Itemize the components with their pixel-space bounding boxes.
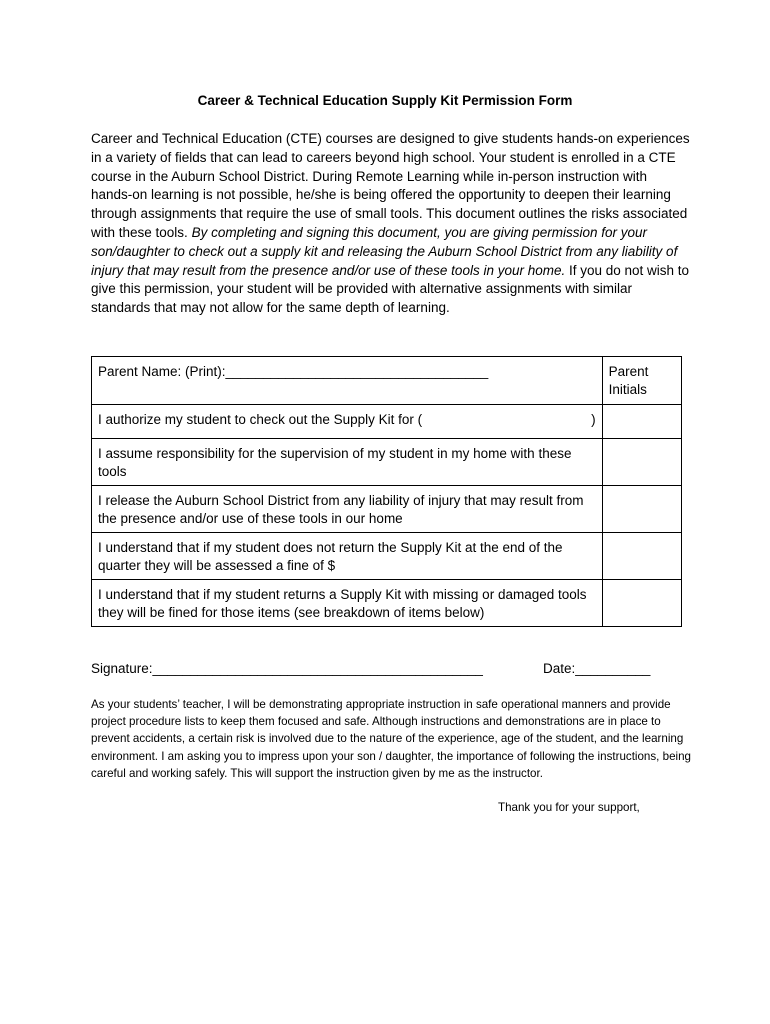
table-row (92, 439, 682, 486)
statement-liability: I release the Auburn School District from any liability of injury that may result from the presence and/or use of these tools in our home (92, 486, 603, 533)
thank-you-line: Thank you for your support, (498, 801, 640, 814)
statement-supervision: I assume responsibility for the supervision of my student in my home with these tools (92, 439, 603, 486)
table-row (92, 533, 682, 580)
parent-name-field[interactable]: Parent Name: (Print):___________________________________ (92, 357, 603, 405)
initials-cell[interactable] (602, 405, 681, 439)
signature-field[interactable]: Signature:____________________________________________ (91, 661, 483, 676)
initials-header: Parent Initials (602, 357, 681, 405)
intro-italic-text: By completing and signing this document, you are giving permission for your son/daughter to check out a supply kit and releasing the Auburn School District from any liability of injury that may result from the presence and/or use of these tools in your home. (91, 224, 678, 278)
intro-paragraph (91, 130, 691, 318)
intro-text: Career and Technical Education (CTE) courses are designed to give students hands-on experiences in a variety of fields that can lead to careers beyond high school. Your student is enrolled in a CTE course in the Auburn School District. During Remote Learning while in-person instruction with hands-on learning is not possible, he/she is being offered the opportunity to deepen their learning through assignments that require the use of small tools. This document outlines the risks associated with these tools. (91, 131, 690, 240)
initials-cell[interactable] (602, 439, 681, 486)
date-field[interactable]: Date:__________ (543, 661, 651, 676)
teacher-statement: As your students’ teacher, I will be demonstrating appropriate instruction in safe operational manners and provide project procedure lists to keep them focused and safe. Although instructions and demonstrations are in place to prevent accidents, a certain risk is involved due to the nature of the experience, age of the student, and the learning environment. I am asking you to impress upon your son / daughter, the importance of following the instructions, being careful and working safely. This will support the instruction given by me as the instructor. (91, 698, 691, 780)
statement-return-fine: I understand that if my student does not return the Supply Kit at the end of the quarter they will be assessed a fine of $ (92, 533, 603, 580)
statement-damage-fine: I understand that if my student returns a Supply Kit with missing or damaged tools they will be fined for those items (see breakdown of items below) (92, 580, 603, 627)
table-row (92, 357, 682, 405)
initials-cell[interactable] (602, 486, 681, 533)
table-row (92, 580, 682, 627)
table-row (92, 486, 682, 533)
initials-cell[interactable] (602, 533, 681, 580)
authorize-statement (92, 405, 603, 439)
initials-cell[interactable] (602, 580, 681, 627)
form-title: Career & Technical Education Supply Kit Permission Form (197, 93, 573, 108)
table-row (92, 405, 682, 439)
authorize-text: I authorize my student to check out the Supply Kit for ( (98, 412, 423, 427)
authorize-close: ) (591, 412, 596, 427)
permission-table (91, 356, 682, 627)
intro-tail-text: If you do not wish to give this permission, your student will be provided with alternative assignments with similar standards that may not allow for the same depth of learning. (91, 262, 690, 316)
